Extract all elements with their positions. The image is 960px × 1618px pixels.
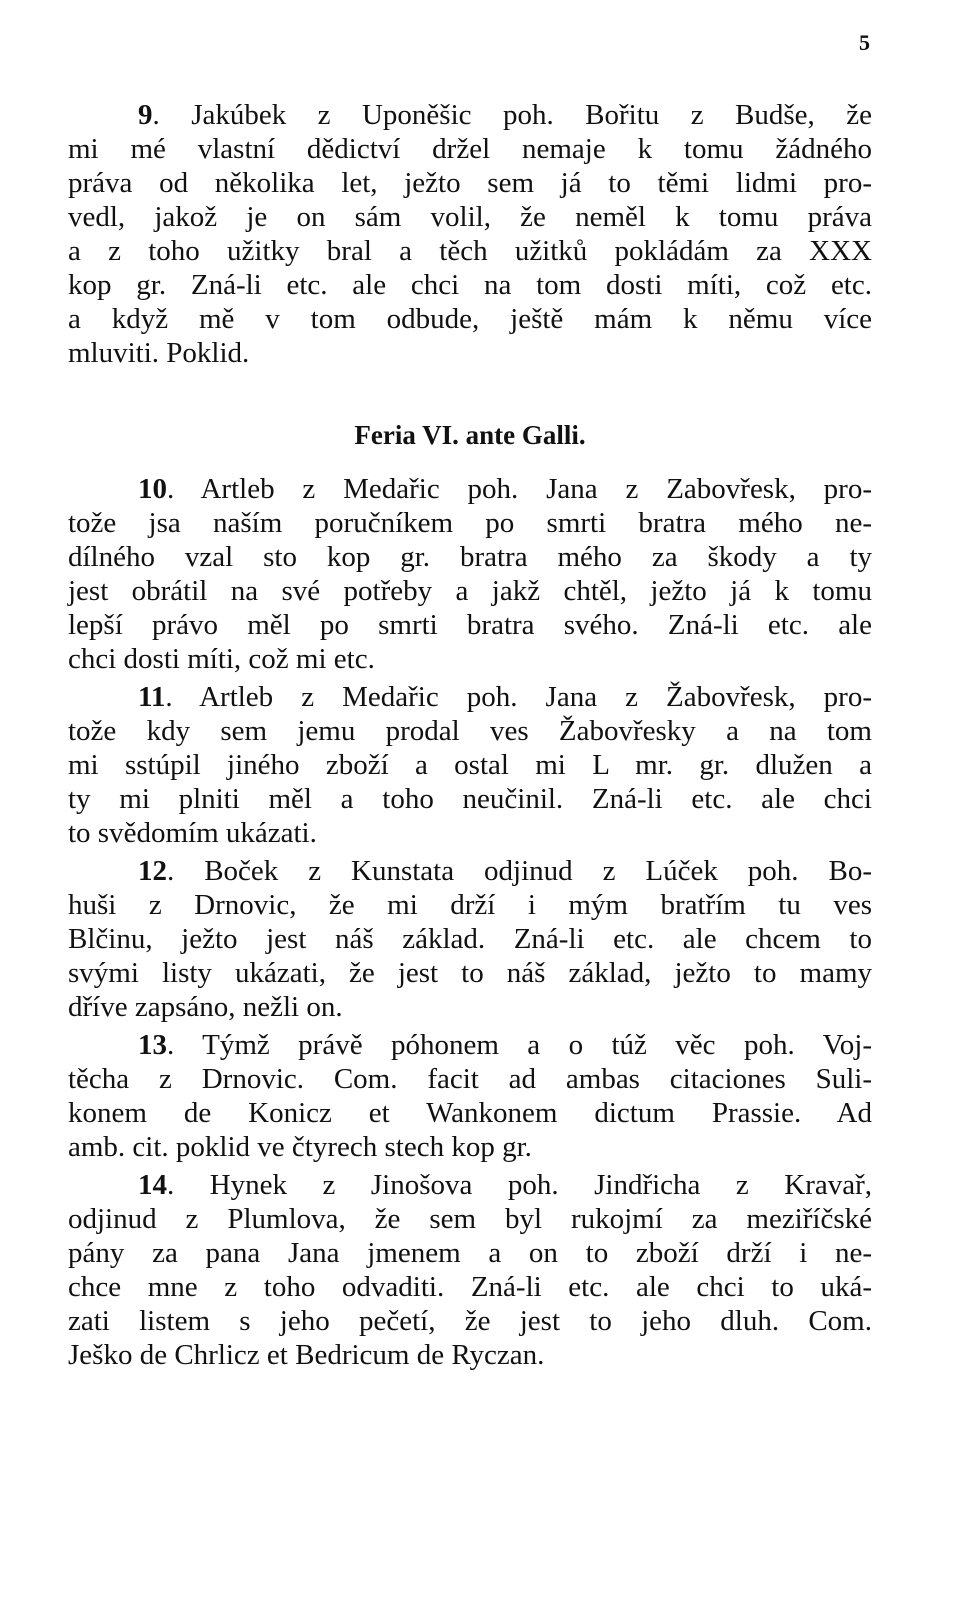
text-line: a z toho užitky bral a těch užitků pokládám za XXX	[68, 235, 872, 267]
text-line: práva od několika let, ježto sem já to těmi lidmi pro-	[68, 167, 872, 199]
text-line	[68, 1168, 872, 1202]
entry-text: . Jakúbek z Uponěšic poh. Bořitu z Budše, že	[152, 99, 872, 131]
text-line: tože jsa naším poručníkem po smrti bratra mého ne-	[68, 507, 872, 539]
text-line: to svědomím ukázati.	[68, 817, 317, 849]
text-line: těcha z Drnovic. Com. facit ad ambas citaciones Suli-	[68, 1063, 872, 1095]
page-number: 5	[859, 30, 870, 55]
entry-paragraph	[68, 1028, 872, 1164]
text-line	[68, 1028, 872, 1062]
text-line: zati listem s jeho pečetí, že jest to jeho dluh. Com.	[68, 1305, 872, 1337]
text-line: lepší právo měl po smrti bratra svého. Zná-li etc. ale	[68, 609, 872, 641]
entry-text: . Hynek z Jinošova poh. Jindřicha z Kravař,	[167, 1169, 872, 1201]
entry-text: . Týmž právě póhonem a o túž věc poh. Voj-	[167, 1029, 872, 1061]
entry-number: 12	[138, 855, 167, 887]
text-line	[68, 472, 872, 506]
entry-paragraph	[68, 472, 872, 676]
entry-number: 10	[138, 473, 167, 505]
text-line: svými listy ukázati, že jest to náš základ, ježto to mamy	[68, 957, 872, 989]
text-line: ty mi plniti měl a toho neučinil. Zná-li etc. ale chci	[68, 783, 872, 815]
text-line: konem de Konicz et Wankonem dictum Prassie. Ad	[68, 1097, 872, 1129]
text-line: dílného vzal sto kop gr. bratra mého za škody a ty	[68, 541, 872, 573]
text-line: kop gr. Zná-li etc. ale chci na tom dosti míti, což etc.	[68, 269, 872, 301]
entries-section-1	[68, 98, 872, 374]
text-line: Ješko de Chrlicz et Bedricum de Ryczan.	[68, 1339, 545, 1371]
text-line: tože kdy sem jemu prodal ves Žabovřesky a na tom	[68, 715, 872, 747]
entry-paragraph	[68, 98, 872, 370]
text-line	[68, 98, 872, 132]
entry-number: 13	[138, 1029, 167, 1061]
entry-number: 14	[138, 1169, 167, 1201]
text-line: dříve zapsáno, nežli on.	[68, 991, 343, 1023]
entry-text: . Artleb z Medařic poh. Jana z Zabovřesk, pro-	[167, 473, 872, 505]
entry-paragraph	[68, 680, 872, 850]
text-line: Blčinu, ježto jest náš základ. Zná-li etc. ale chcem to	[68, 923, 872, 955]
text-line: pány za pana Jana jmenem a on to zboží drží i ne-	[68, 1237, 872, 1269]
section-heading: Feria VI. ante Galli.	[354, 420, 586, 450]
text-line	[68, 680, 872, 714]
entries-section-2	[68, 472, 872, 1376]
entry-text: . Artleb z Medařic poh. Jana z Žabovřesk, pro-	[165, 681, 872, 713]
text-line: mi sstúpil jiného zboží a ostal mi L mr. gr. dlužen a	[68, 749, 872, 781]
text-line: mluviti. Poklid.	[68, 337, 250, 369]
text-line: huši z Drnovic, že mi drží i mým bratřím tu ves	[68, 889, 872, 921]
text-line: odjinud z Plumlova, že sem byl rukojmí za meziříčské	[68, 1203, 872, 1235]
text-line: mi mé vlastní dědictví držel nemaje k tomu žádného	[68, 133, 872, 165]
text-line	[68, 854, 872, 888]
text-line: chci dosti míti, což mi etc.	[68, 643, 375, 675]
entry-number: 11	[138, 681, 166, 713]
entry-number: 9	[138, 99, 153, 131]
text-line: jest obrátil na své potřeby a jakž chtěl, ježto já k tomu	[68, 575, 872, 607]
text-line: chce mne z toho odvaditi. Zná-li etc. ale chci to uká-	[68, 1271, 872, 1303]
entry-paragraph	[68, 1168, 872, 1372]
text-line: amb. cit. poklid ve čtyrech stech kop gr.	[68, 1131, 532, 1163]
text-line: a když mě v tom odbude, ještě mám k němu více	[68, 303, 872, 335]
entry-paragraph	[68, 854, 872, 1024]
entry-text: . Boček z Kunstata odjinud z Lúček poh. Bo-	[167, 855, 872, 887]
text-line: vedl, jakož je on sám volil, že neměl k tomu práva	[68, 201, 872, 233]
